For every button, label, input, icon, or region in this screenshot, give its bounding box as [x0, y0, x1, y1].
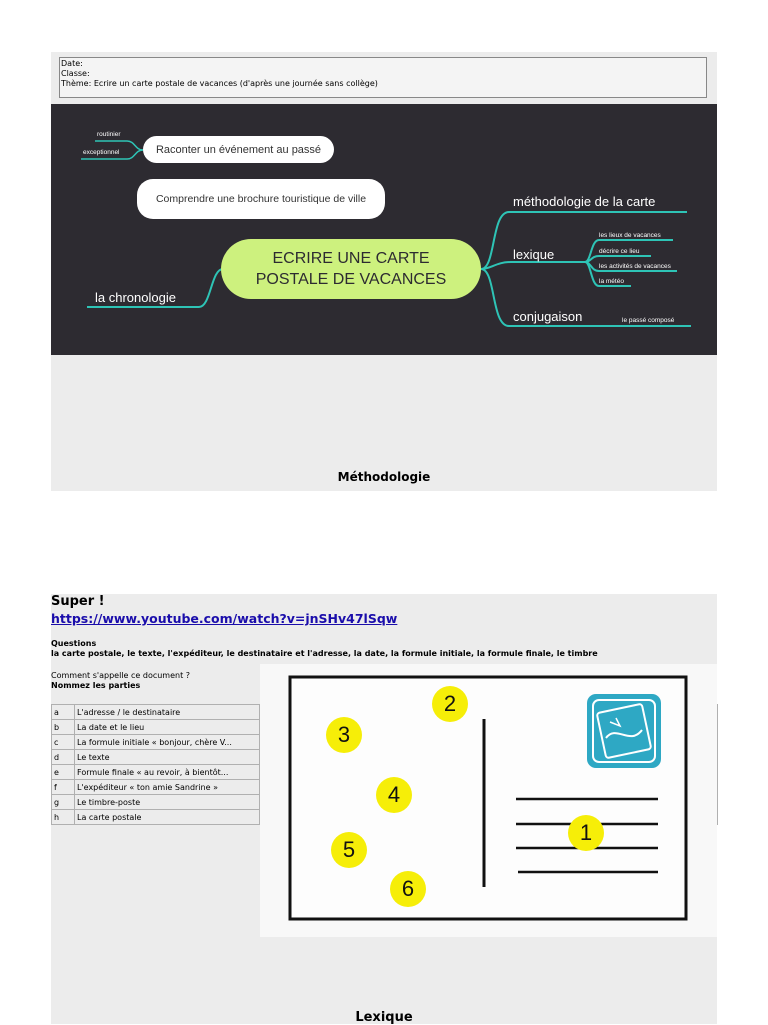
question-name-parts: Nommez les parties [51, 681, 141, 690]
center-line-2: POSTALE DE VACANCES [255, 271, 447, 288]
chronologie-branch: la chronologie [95, 290, 176, 305]
date-label: Date: [61, 59, 83, 68]
marker-2: 2 [432, 686, 468, 722]
theme-label: Thème: Ecrire un carte postale de vacances (d'après une journée sans collège) [61, 79, 378, 88]
marker-1: 1 [568, 815, 604, 851]
raconter-node: Raconter un événement au passé [143, 136, 334, 163]
postcard-drawing [260, 664, 717, 937]
header-info-box [59, 57, 707, 98]
questions-title: Questions [51, 639, 97, 648]
marker-6: 6 [390, 871, 426, 907]
row-letter: f [52, 780, 75, 795]
class-label: Classe: [61, 69, 90, 78]
row-letter: b [52, 720, 75, 735]
row-letter: h [52, 810, 75, 825]
mind-map [51, 104, 717, 355]
lexique-branch: lexique [513, 247, 555, 262]
row-item: La date et le lieu [75, 720, 260, 735]
row-letter: e [52, 765, 75, 780]
worksheet-page-2 [51, 594, 717, 1024]
row-item: L'adresse / le destinataire [75, 705, 260, 720]
lexique-sub-2: décrire ce lieu [599, 248, 640, 255]
methodologie-branch: méthodologie de la carte [513, 194, 656, 209]
conjugaison-sub: le passé composé [622, 317, 675, 324]
row-letter: g [52, 795, 75, 810]
center-line-1: ECRIRE UNE CARTE [272, 250, 430, 267]
row-item: La carte postale [75, 810, 260, 825]
row-letter: a [52, 705, 75, 720]
super-heading: Super ! [51, 594, 105, 609]
questions-list: la carte postale, le texte, l'expéditeur, le destinataire et l'adresse, la date, la formule initiale, la formule finale, le timbre [51, 649, 598, 658]
exceptionnel-label: exceptionnel [83, 149, 120, 156]
postcard-illustration [260, 664, 717, 937]
lexique-sub-4: la météo [599, 278, 624, 285]
row-item: Le texte [75, 750, 260, 765]
marker-4: 4 [376, 777, 412, 813]
lexique-sub-1: les lieux de vacances [599, 232, 661, 239]
conjugaison-branch: conjugaison [513, 309, 583, 324]
routinier-label: routinier [97, 131, 121, 138]
center-node [221, 239, 481, 299]
row-item: La formule initiale « bonjour, chère V... [75, 735, 260, 750]
lexique-sub-3: les activités de vacances [599, 263, 671, 270]
row-item: Le timbre-poste [75, 795, 260, 810]
worksheet-page-1 [51, 52, 717, 491]
youtube-link[interactable]: https://www.youtube.com/watch?v=jnSHv47lSqw [51, 611, 398, 626]
row-letter: d [52, 750, 75, 765]
question-document-name: Comment s'appelle ce document ? [51, 671, 191, 680]
section-title-lexique: Lexique [355, 1010, 413, 1025]
row-item: Formule finale « au revoir, à bientôt... [75, 765, 260, 780]
row-letter: c [52, 735, 75, 750]
comprendre-node: Comprendre une brochure touristique de ville [137, 179, 385, 219]
marker-5: 5 [331, 832, 367, 868]
stamp-icon [587, 694, 661, 768]
section-title-methodologie: Méthodologie [337, 470, 431, 484]
row-item: L'expéditeur « ton amie Sandrine » [75, 780, 260, 795]
marker-3: 3 [326, 717, 362, 753]
